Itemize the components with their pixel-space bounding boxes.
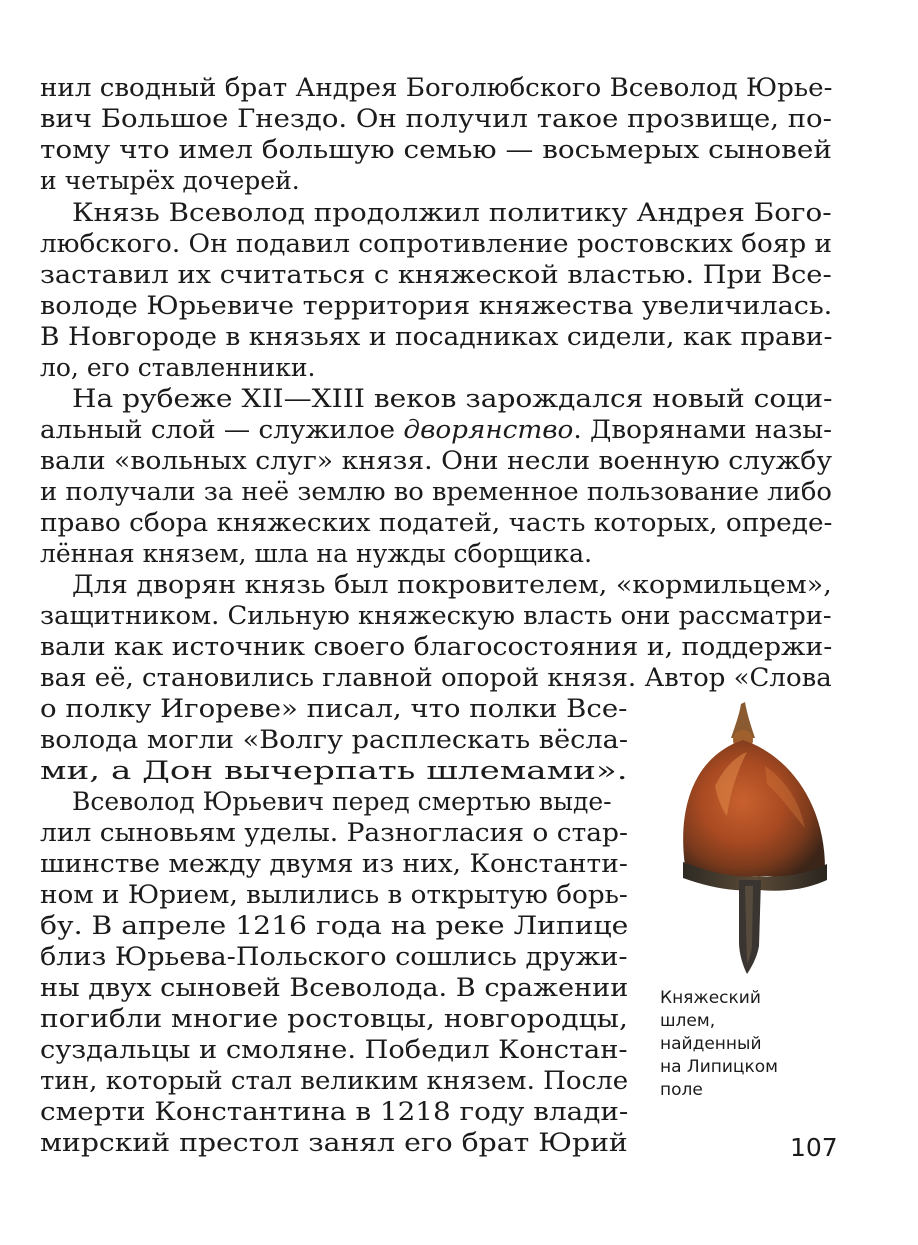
text-line-34: смерти Константина в 1218 году влади-	[40, 1097, 629, 1126]
text-line-4: и четырёх дочерей.	[40, 166, 300, 195]
text-line-8: володе Юрьевиче территория княжества увеличилась.	[40, 291, 833, 320]
text-line-33: тин, который стал великим князем. После	[40, 1066, 629, 1095]
text-line-12	[40, 414, 832, 445]
text-line-10: ло, его ставленники.	[40, 353, 316, 382]
text-line-25: лил сыновьям уделы. Разногласия о стар-	[40, 818, 628, 847]
text-line-30: ны двух сыновей Всеволода. В сражении	[40, 973, 629, 1002]
text-line-6: любского. Он подавил сопротивление ростовских бояр и	[40, 229, 833, 258]
text-line-12-a: альный слой — служилое	[40, 415, 404, 444]
helmet-photo	[655, 696, 845, 986]
caption-line-3: найденный	[660, 1034, 762, 1054]
text-line-7: заставил их считаться с княжеской властью. При Все-	[40, 260, 832, 289]
text-line-16: лённая князем, шла на нужды сборщика.	[40, 539, 593, 568]
text-line-17: Для дворян князь был покровителем, «кормильцем»,	[72, 570, 832, 599]
text-line-22: волода могли «Волгу расплескать вёсла-	[40, 725, 629, 754]
text-line-32: суздальцы и смоляне. Победил Констан-	[40, 1035, 628, 1064]
figure-caption	[660, 987, 850, 1102]
text-line-15: право сбора княжеских податей, часть которых, опреде-	[40, 508, 833, 537]
caption-line-2: шлем,	[660, 1011, 716, 1031]
text-line-31: погибли многие ростовцы, новгородцы,	[40, 1004, 628, 1033]
text-line-29: близ Юрьева-Польского сошлись дружи-	[40, 942, 628, 971]
text-line-11: На рубеже XII—XIII веков зарождался новый соци-	[72, 384, 833, 413]
text-line-19: вали как источник своего благосостояния и, поддержи-	[40, 632, 833, 661]
text-line-5: Князь Всеволод продолжил политику Андрея Бого-	[72, 198, 832, 227]
page-number: 107	[790, 1133, 838, 1162]
text-line-13: вали «вольных слуг» князя. Они несли военную службу	[40, 446, 833, 475]
text-line-2: вич Большое Гнездо. Он получил такое прозвище, по-	[40, 104, 832, 133]
caption-line-1: Княжеский	[660, 988, 761, 1008]
text-line-12-b: . Дворянами назы-	[573, 415, 833, 444]
text-line-18: защитником. Сильную княжескую власть они рассматри-	[40, 601, 832, 630]
text-line-20: вая её, становились главной опорой князя. Автор «Слова	[40, 663, 832, 692]
caption-line-4: на Липицком	[660, 1057, 778, 1077]
text-line-27: ном и Юрием, вылились в открытую борь-	[40, 880, 628, 909]
term-dvoryanstvo: дворянство	[403, 415, 574, 444]
text-line-28: бу. В апреле 1216 года на реке Липице	[40, 911, 629, 940]
text-line-23: ми, а Дон вычерпать шлемами».	[40, 756, 628, 785]
text-line-14: и получали за неё землю во временное пользование либо	[40, 477, 832, 506]
text-line-9: В Новгороде в князьях и посадниках сидели, как прави-	[40, 322, 833, 351]
caption-line-5: поле	[660, 1080, 703, 1100]
text-line-21: о полку Игореве» писал, что полки Все-	[40, 694, 628, 723]
text-line-35: мирский престол занял его брат Юрий	[40, 1128, 628, 1157]
text-line-24: Всеволод Юрьевич перед смертью выде-	[72, 787, 612, 816]
text-line-1: нил сводный брат Андрея Боголюбского Всеволод Юрье-	[40, 73, 833, 102]
text-line-3: тому что имел большую семью — восьмерых сыновей	[40, 135, 832, 164]
text-line-26: шинстве между двумя из них, Константи-	[40, 849, 628, 878]
